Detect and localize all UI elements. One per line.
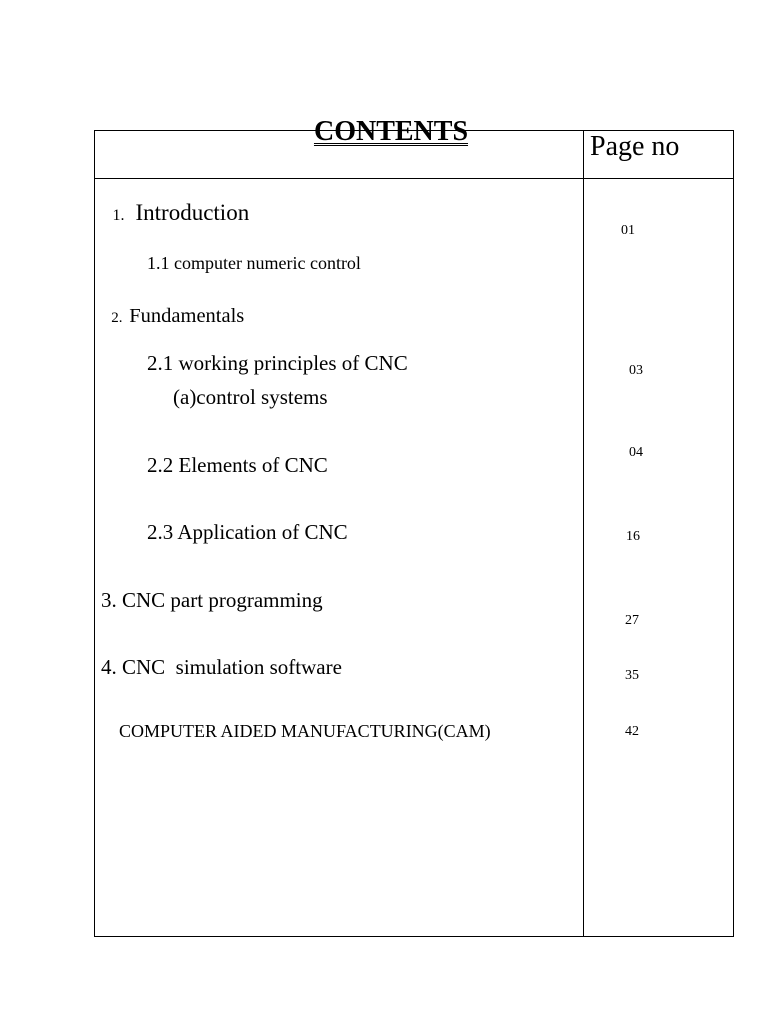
- toc-entry-cnc-part-programming: 3. CNC part programming: [101, 588, 323, 612]
- page-number: 01: [621, 223, 635, 238]
- page-number: 42: [625, 724, 639, 739]
- toc-entry-label: Fundamentals: [129, 304, 245, 327]
- page-number: 03: [629, 363, 643, 378]
- toc-entry-number: 1.: [112, 207, 125, 224]
- toc-entry-application-of-cnc: 2.3 Application of CNC: [147, 520, 348, 544]
- page-number: 35: [625, 668, 639, 683]
- toc-entry-label: Introduction: [135, 200, 250, 225]
- toc-entry-number: 2.: [111, 309, 123, 326]
- toc-entry-cnc-simulation-software: 4. CNC simulation software: [101, 655, 342, 679]
- toc-entry-introduction: [101, 178, 249, 224]
- toc-entry-cam: COMPUTER AIDED MANUFACTURING(CAM): [119, 721, 491, 741]
- toc-entry-working-principles: 2.1 working principles of CNC: [147, 351, 408, 375]
- toc-entry-computer-numeric-control: 1.1 computer numeric control: [147, 253, 361, 273]
- table-column-divider: [583, 131, 584, 936]
- toc-entry-elements-of-cnc: 2.2 Elements of CNC: [147, 453, 328, 477]
- toc-entry-control-systems: (a)control systems: [173, 385, 328, 409]
- page-number: 04: [629, 445, 643, 460]
- toc-entry-fundamentals: [101, 285, 244, 326]
- page-number: 27: [625, 613, 639, 628]
- page-number: 16: [626, 529, 640, 544]
- page-no-header: Page no: [590, 131, 680, 162]
- page-title-text: CONTENTS: [313, 116, 469, 147]
